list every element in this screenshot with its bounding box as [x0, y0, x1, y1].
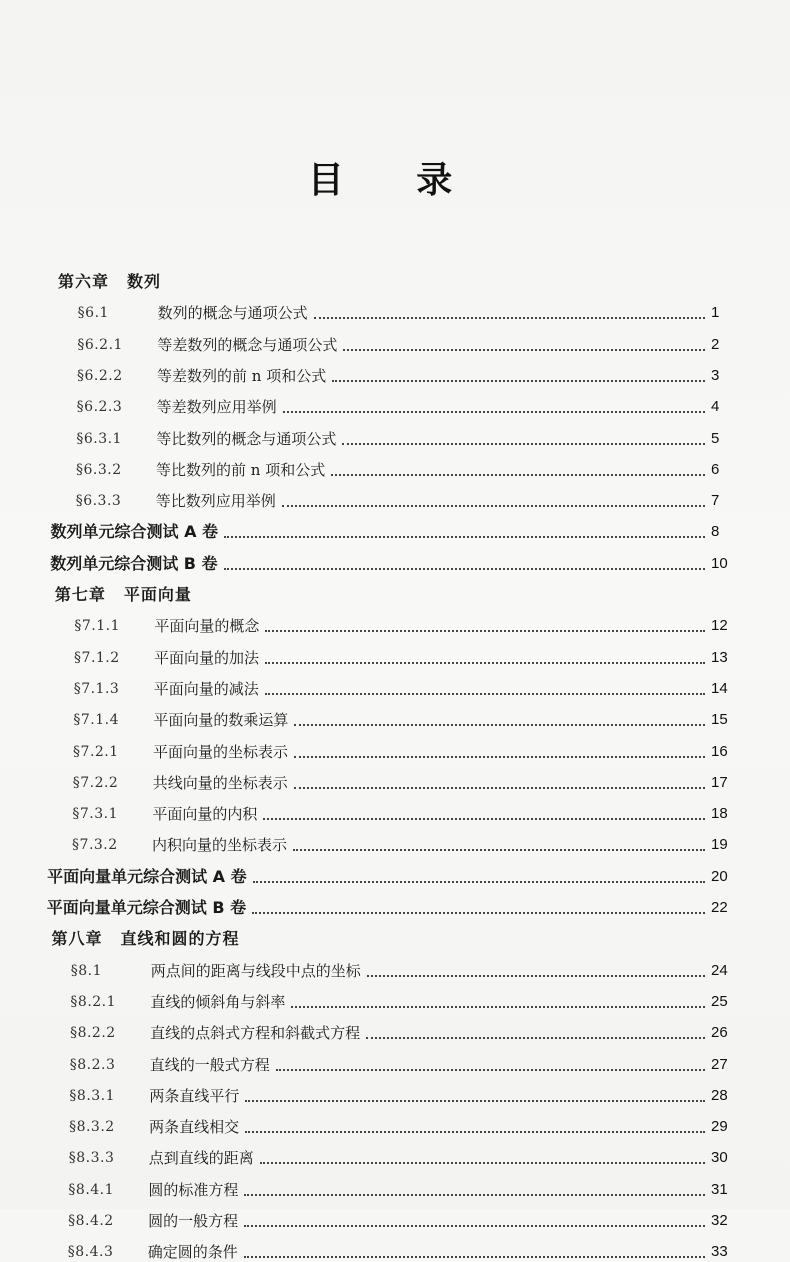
toc-entry[interactable]: [74, 673, 745, 699]
entry-title: 圆的一般方程: [148, 1212, 239, 1230]
toc-entry[interactable]: [77, 391, 745, 417]
toc-entry[interactable]: [73, 736, 745, 762]
entry-title: 平面向量的坐标表示: [153, 742, 289, 761]
section-number: §8.2.2: [70, 1025, 116, 1042]
dot-leader: [314, 316, 705, 319]
section-number: §6.3.2: [76, 461, 122, 478]
toc-entry[interactable]: [70, 1049, 745, 1075]
entry-title: 圆的标准方程: [148, 1180, 239, 1199]
dot-leader: [291, 1005, 705, 1008]
page-number: 19: [710, 836, 728, 854]
page-number: 16: [710, 742, 728, 760]
dot-leader: [294, 786, 705, 789]
entry-title: 等比数列的前 n 项和公式: [156, 460, 326, 479]
dot-leader: [265, 661, 705, 664]
dot-leader: [283, 410, 705, 413]
dot-leader: [244, 1193, 705, 1196]
entry-title: 平面向量的概念: [154, 617, 260, 636]
toc-entry[interactable]: [69, 1142, 745, 1168]
page-number: 12: [710, 617, 728, 635]
page-number: 7: [710, 492, 720, 510]
entry-title: 直线的一般式方程: [149, 1055, 270, 1074]
dot-leader: [245, 1130, 705, 1133]
section-number: §7.2.1: [73, 743, 119, 760]
entry-title: 共线向量的坐标表示: [152, 773, 288, 792]
dot-leader: [263, 817, 705, 820]
entry-title: 确定圆的条件: [147, 1243, 238, 1262]
toc-entry[interactable]: [77, 329, 745, 355]
section-number: §7.1.4: [73, 712, 119, 729]
section-number: §8.1: [70, 962, 102, 979]
toc-entry[interactable]: [72, 798, 745, 824]
entry-title: 数列的概念与通项公式: [157, 304, 308, 323]
toc-entry[interactable]: [74, 642, 745, 668]
entry-title: 等差数列的概念与通项公式: [157, 335, 338, 354]
entry-title: 平面向量的加法: [154, 648, 260, 667]
page-number: 13: [710, 648, 728, 666]
toc-test-entry[interactable]: [47, 892, 745, 918]
section-number: §6.3.1: [76, 430, 122, 447]
page-title: 目 录: [307, 160, 483, 201]
dot-leader: [224, 567, 705, 570]
chapter-heading: [51, 923, 239, 949]
page-number: 27: [711, 1055, 728, 1073]
section-number: §6.2.3: [76, 399, 123, 416]
page-number: 17: [710, 773, 728, 791]
page-number: 1: [710, 304, 720, 322]
section-number: §6.2.1: [77, 336, 123, 353]
section-number: §6.3.3: [75, 493, 122, 510]
page-number: 18: [710, 805, 728, 823]
section-number: §8.3.1: [69, 1087, 116, 1104]
dot-leader: [294, 755, 705, 758]
dot-leader: [224, 535, 705, 538]
section-number: §7.2.2: [72, 774, 119, 791]
toc-entry[interactable]: [68, 1174, 745, 1200]
dot-leader: [265, 692, 705, 695]
page-number: 22: [710, 899, 728, 916]
dot-leader: [265, 629, 705, 632]
section-number: §8.2.3: [69, 1056, 116, 1073]
section-number: §8.2.1: [70, 993, 117, 1010]
dot-leader: [367, 974, 705, 977]
page-number: 24: [710, 961, 728, 979]
entry-title: 平面向量的减法: [153, 679, 259, 698]
toc-entry[interactable]: [76, 423, 745, 449]
page-number: 3: [710, 366, 720, 384]
entry-title: 内积向量的坐标表示: [152, 836, 288, 855]
entry-title: 平面向量的内积: [152, 805, 258, 824]
entry-title: 两条直线平行: [149, 1086, 240, 1105]
chapter-heading: [58, 266, 161, 292]
entry-title: 等差数列应用举例: [156, 398, 277, 417]
page-number: 10: [710, 554, 728, 572]
toc-entry[interactable]: [70, 986, 745, 1012]
toc-entry[interactable]: [77, 360, 745, 386]
toc-entry[interactable]: [73, 704, 745, 730]
section-number: §6.1: [77, 305, 109, 322]
entry-title: 点到直线的距离: [148, 1149, 254, 1168]
page-number: 15: [710, 711, 728, 729]
page-number: 33: [710, 1243, 728, 1261]
entry-title: 数列单元综合测试 B 卷: [50, 553, 218, 573]
toc-entry[interactable]: [76, 454, 745, 480]
section-number: §7.1.1: [74, 618, 120, 635]
dot-leader: [252, 911, 705, 914]
page-number: 26: [710, 1024, 728, 1042]
entry-title: 直线的倾斜角与斜率: [150, 992, 286, 1011]
section-number: §7.3.2: [72, 837, 118, 854]
chapter-title: 平面向量: [123, 585, 192, 604]
section-number: §8.4.2: [68, 1213, 114, 1229]
entry-title: 等差数列的前 n 项和公式: [157, 366, 327, 385]
dot-leader: [331, 473, 705, 476]
section-number: §6.2.2: [77, 367, 123, 384]
dot-leader: [244, 1224, 705, 1227]
toc-entry[interactable]: [69, 1080, 745, 1106]
page-number: 6: [710, 460, 720, 478]
dot-leader: [293, 848, 705, 851]
toc-entry[interactable]: [78, 297, 745, 323]
section-number: §8.4.3: [67, 1244, 114, 1261]
dot-leader: [343, 348, 705, 351]
dot-leader: [282, 504, 705, 507]
entry-title: 平面向量的数乘运算: [153, 711, 289, 730]
toc-entry[interactable]: [70, 1017, 745, 1043]
entry-title: 等比数列的概念与通项公式: [156, 429, 337, 448]
dot-leader: [244, 1255, 705, 1258]
toc-entry[interactable]: [76, 485, 745, 511]
chapter-heading: [55, 579, 192, 605]
toc-entry[interactable]: [73, 767, 745, 793]
dot-leader: [245, 1099, 705, 1102]
dot-leader: [253, 880, 705, 883]
chapter-title: 数列: [127, 272, 162, 291]
toc-test-entry[interactable]: [50, 548, 745, 574]
page-number: 29: [710, 1118, 728, 1136]
entry-title: 两点间的距离与线段中点的坐标: [150, 961, 361, 980]
dot-leader: [294, 723, 705, 726]
section-number: §7.3.1: [72, 806, 118, 823]
toc-entry[interactable]: [71, 955, 745, 981]
page-number: 31: [710, 1180, 728, 1198]
dot-leader: [276, 1068, 705, 1071]
dot-leader: [366, 1036, 705, 1039]
section-number: §7.1.3: [73, 680, 120, 697]
chapter-title: 直线和圆的方程: [120, 929, 240, 949]
chapter-number: 第八章: [51, 929, 103, 949]
entry-title: 直线的点斜式方程和斜截式方程: [150, 1024, 361, 1043]
dot-leader: [332, 379, 705, 382]
entry-title: 平面向量单元综合测试 A 卷: [47, 866, 247, 886]
page-number: 30: [710, 1149, 728, 1167]
toc-entry[interactable]: [74, 610, 745, 636]
section-number: §8.3.2: [69, 1119, 115, 1136]
page-number: 8: [710, 523, 720, 541]
page-number: 20: [710, 867, 728, 885]
entry-title: 两条直线相交: [149, 1118, 240, 1137]
page-number: 2: [710, 335, 720, 353]
page-number: 28: [710, 1086, 728, 1104]
toc-entry[interactable]: [68, 1236, 745, 1262]
entry-title: 数列单元综合测试 A 卷: [50, 522, 219, 542]
dot-leader: [342, 442, 705, 445]
page-number: 14: [710, 679, 728, 697]
section-number: §7.1.2: [74, 649, 120, 666]
toc-test-entry[interactable]: [47, 861, 745, 887]
page-number: 32: [710, 1212, 728, 1229]
page-number: 4: [710, 398, 720, 416]
dot-leader: [260, 1161, 705, 1164]
toc-test-entry[interactable]: [51, 516, 745, 542]
toc-entry[interactable]: [69, 1111, 745, 1137]
section-number: §8.3.3: [68, 1150, 115, 1167]
entry-title: 等比数列应用举例: [155, 492, 276, 511]
section-number: §8.4.1: [68, 1181, 115, 1198]
page-number: 5: [710, 429, 720, 447]
chapter-number: 第七章: [54, 585, 106, 604]
toc-entry[interactable]: [72, 829, 745, 855]
page-number: 25: [710, 992, 728, 1010]
chapter-number: 第六章: [58, 272, 110, 291]
entry-title: 平面向量单元综合测试 B 卷: [46, 898, 247, 917]
